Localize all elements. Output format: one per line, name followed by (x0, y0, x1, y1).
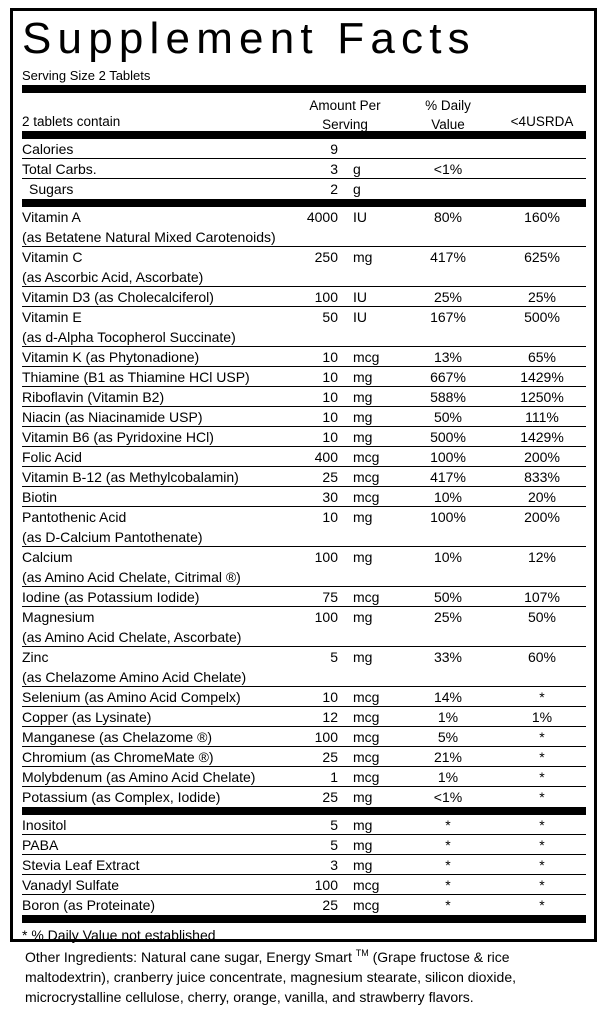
nutrient-row (22, 647, 586, 687)
serving-size: Serving Size 2 Tablets (22, 68, 151, 83)
daily-value: 21% (433, 749, 463, 765)
nutrient-name: Selenium (as Amino Acid Compelx) (22, 689, 241, 705)
nutrient-row (22, 307, 586, 347)
amount-unit: g (353, 161, 361, 177)
nutrient-row (22, 727, 586, 747)
amount-value: 3 (330, 857, 338, 873)
daily-value: 80% (433, 209, 463, 225)
daily-value: 5% (437, 729, 459, 745)
header-usrda: <4USRDA (510, 114, 574, 129)
nutrient-name: Potassium (as Complex, Iodide) (22, 789, 221, 805)
nutrient-source: (as Betatene Natural Mixed Carotenoids) (22, 229, 276, 245)
thick-divider (22, 199, 586, 207)
nutrient-source: (as Amino Acid Chelate, Citrimal ®) (22, 569, 241, 585)
nutrient-row (22, 247, 586, 287)
usrda-value: 200% (524, 509, 560, 525)
thick-divider (22, 915, 586, 923)
usrda-value: * (539, 817, 545, 833)
amount-value: 4000 (306, 209, 338, 225)
nutrient-name: Niacin (as Niacinamide USP) (22, 409, 203, 425)
daily-value: 1% (437, 709, 459, 725)
amount-value: 10 (322, 409, 338, 425)
nutrient-name: Biotin (22, 489, 58, 505)
nutrient-row (22, 447, 586, 467)
vitamins-minerals-section (22, 207, 586, 807)
nutrient-name: Copper (as Lysinate) (22, 709, 152, 725)
amount-value: 100 (314, 877, 338, 893)
daily-value: <1% (433, 789, 463, 805)
daily-value: * (445, 837, 451, 853)
amount-value: 250 (314, 249, 338, 265)
daily-value: 25% (433, 609, 463, 625)
amount-unit: mcg (353, 489, 380, 505)
macros-section (22, 139, 586, 199)
nutrient-name: Calories (22, 141, 74, 157)
usrda-value: * (539, 857, 545, 873)
nutrient-name: Chromium (as ChromeMate ®) (22, 749, 214, 765)
usrda-value: 833% (524, 469, 560, 485)
amount-value: 25 (322, 749, 338, 765)
amount-unit: IU (353, 309, 367, 325)
column-header (22, 93, 586, 131)
nutrient-name: Vitamin B-12 (as Methylcobalamin) (22, 469, 239, 485)
amount-unit: mcg (353, 769, 380, 785)
amount-value: 1 (330, 769, 338, 785)
nutrient-name: Vitamin E (22, 309, 82, 325)
amount-unit: mcg (353, 749, 380, 765)
nutrient-row (22, 367, 586, 387)
usrda-value: * (539, 769, 545, 785)
daily-value: 14% (433, 689, 463, 705)
amount-value: 10 (322, 509, 338, 525)
usrda-value: 50% (527, 609, 557, 625)
nutrient-name: Sugars (29, 181, 74, 197)
amount-unit: mg (353, 857, 373, 873)
daily-value: * (445, 857, 451, 873)
nutrient-name: Zinc (22, 649, 49, 665)
daily-value: 1% (437, 769, 459, 785)
amount-unit: mcg (353, 449, 380, 465)
nutrient-name: PABA (22, 837, 59, 853)
header-dv-line1: % Daily (425, 98, 471, 113)
usrda-value: 1429% (520, 429, 564, 445)
nutrient-row (22, 835, 586, 855)
daily-value: * (445, 877, 451, 893)
usrda-value: 1% (531, 709, 553, 725)
usrda-value: 20% (527, 489, 557, 505)
amount-unit: IU (353, 209, 367, 225)
amount-value: 400 (314, 449, 338, 465)
other-nutrients-section (22, 815, 586, 915)
nutrient-name: Inositol (22, 817, 67, 833)
daily-value: 500% (430, 429, 466, 445)
amount-value: 10 (322, 369, 338, 385)
daily-value: 25% (433, 289, 463, 305)
amount-value: 9 (330, 141, 338, 157)
amount-value: 10 (322, 349, 338, 365)
header-amount (280, 96, 410, 134)
amount-unit: mcg (353, 729, 380, 745)
nutrient-row (22, 587, 586, 607)
header-amount-line1: Amount Per (309, 98, 381, 113)
usrda-value: * (539, 837, 545, 853)
daily-value: 10% (433, 489, 463, 505)
nutrient-row (22, 487, 586, 507)
amount-value: 100 (314, 549, 338, 565)
nutrient-row (22, 787, 586, 807)
amount-unit: mg (353, 609, 373, 625)
nutrient-row (22, 815, 586, 835)
amount-unit: mg (353, 429, 373, 445)
daily-value: <1% (433, 161, 463, 177)
usrda-value: * (539, 689, 545, 705)
nutrient-source: (as Amino Acid Chelate, Ascorbate) (22, 629, 242, 645)
nutrient-row (22, 607, 586, 647)
daily-value: * (445, 897, 451, 913)
amount-unit: mg (353, 837, 373, 853)
amount-value: 12 (322, 709, 338, 725)
amount-value: 10 (322, 689, 338, 705)
daily-value: 100% (430, 509, 466, 525)
trademark-mark: TM (355, 948, 369, 958)
nutrient-source: (as Ascorbic Acid, Ascorbate) (22, 269, 204, 285)
nutrient-source: (as d-Alpha Tocopherol Succinate) (22, 329, 236, 345)
usrda-value: 625% (524, 249, 560, 265)
amount-value: 50 (322, 309, 338, 325)
usrda-value: 500% (524, 309, 560, 325)
header-contain: 2 tablets contain (22, 114, 121, 129)
footnote: * % Daily Value not established (22, 927, 216, 943)
amount-unit: mcg (353, 589, 380, 605)
nutrient-row (22, 407, 586, 427)
nutrient-row (22, 179, 586, 199)
usrda-value: 65% (527, 349, 557, 365)
amount-unit: mcg (353, 877, 380, 893)
nutrient-row (22, 347, 586, 367)
nutrient-name: Pantothenic Acid (22, 509, 127, 525)
amount-value: 25 (322, 897, 338, 913)
nutrient-row (22, 287, 586, 307)
amount-unit: mg (353, 549, 373, 565)
nutrient-row (22, 707, 586, 727)
nutrient-row (22, 547, 586, 587)
amount-unit: mcg (353, 689, 380, 705)
amount-unit: mg (353, 509, 373, 525)
amount-unit: mg (353, 389, 373, 405)
daily-value: 10% (433, 549, 463, 565)
nutrient-row (22, 159, 586, 179)
panel-title: Supplement Facts (22, 14, 476, 63)
header-dv-line2: Value (431, 117, 465, 132)
nutrient-row (22, 467, 586, 487)
nutrient-name: Vanadyl Sulfate (22, 877, 120, 893)
usrda-value: * (539, 877, 545, 893)
usrda-value: * (539, 749, 545, 765)
amount-unit: mcg (353, 709, 380, 725)
amount-unit: mcg (353, 897, 380, 913)
header-daily-value (408, 96, 488, 134)
nutrient-name: Riboflavin (Vitamin B2) (22, 389, 165, 405)
amount-value: 100 (314, 289, 338, 305)
header-amount-line2: Serving (322, 117, 368, 132)
nutrient-name: Vitamin C (22, 249, 83, 265)
amount-value: 25 (322, 469, 338, 485)
nutrient-row (22, 895, 586, 915)
nutrient-row (22, 387, 586, 407)
nutrient-name: Magnesium (22, 609, 95, 625)
usrda-value: 107% (524, 589, 560, 605)
daily-value: 100% (430, 449, 466, 465)
usrda-value: * (539, 729, 545, 745)
other-ingredients (25, 947, 545, 1007)
nutrient-source: (as D-Calcium Pantothenate) (22, 529, 203, 545)
nutrient-name: Molybdenum (as Amino Acid Chelate) (22, 769, 256, 785)
supplement-facts-panel (10, 8, 597, 942)
nutrient-name: Vitamin D3 (as Cholecalciferol) (22, 289, 214, 305)
nutrient-name: Vitamin A (22, 209, 81, 225)
daily-value: 13% (433, 349, 463, 365)
nutrient-name: Calcium (22, 549, 73, 565)
thick-divider (22, 85, 586, 93)
amount-unit: mg (353, 789, 373, 805)
amount-value: 5 (330, 837, 338, 853)
amount-value: 5 (330, 817, 338, 833)
daily-value: 588% (430, 389, 466, 405)
other-ingredients-text-rest: (Grape fructose & rice maltodextrin), cranberry juice concentrate, magnesium stearate, silicon dioxide, microcrystalline cellulose, cherry, orange, vanilla, and strawberry flavors. (25, 949, 517, 1005)
amount-value: 100 (314, 609, 338, 625)
usrda-value: 111% (525, 409, 559, 425)
nutrient-name: Thiamine (B1 as Thiamine HCl USP) (22, 369, 250, 385)
nutrient-row (22, 767, 586, 787)
amount-unit: mg (353, 409, 373, 425)
amount-unit: IU (353, 289, 367, 305)
nutrient-name: Stevia Leaf Extract (22, 857, 140, 873)
nutrient-source: (as Chelazome Amino Acid Chelate) (22, 669, 247, 685)
amount-value: 2 (330, 181, 338, 197)
nutrient-name: Boron (as Proteinate) (22, 897, 156, 913)
amount-unit: mg (353, 817, 373, 833)
nutrient-name: Total Carbs. (22, 161, 97, 177)
usrda-value: 1250% (520, 389, 564, 405)
nutrient-name: Vitamin B6 (as Pyridoxine HCl) (22, 429, 214, 445)
usrda-value: * (539, 789, 545, 805)
amount-value: 3 (330, 161, 338, 177)
daily-value: 417% (430, 249, 466, 265)
nutrient-row (22, 875, 586, 895)
usrda-value: 160% (524, 209, 560, 225)
amount-value: 10 (322, 429, 338, 445)
other-ingredients-text: Other Ingredients: Natural cane sugar, Energy Smart (25, 949, 356, 965)
nutrient-name: Iodine (as Potassium Iodide) (22, 589, 200, 605)
amount-unit: mg (353, 369, 373, 385)
amount-unit: mcg (353, 469, 380, 485)
nutrient-row (22, 855, 586, 875)
amount-unit: mg (353, 249, 373, 265)
usrda-value: 60% (527, 649, 557, 665)
nutrient-name: Folic Acid (22, 449, 82, 465)
daily-value: 167% (430, 309, 466, 325)
daily-value: 50% (433, 589, 463, 605)
amount-unit: mg (353, 649, 373, 665)
amount-unit: mcg (353, 349, 380, 365)
amount-value: 30 (322, 489, 338, 505)
amount-unit: g (353, 181, 361, 197)
usrda-value: 200% (524, 449, 560, 465)
nutrient-row (22, 207, 586, 247)
amount-value: 25 (322, 789, 338, 805)
amount-value: 5 (330, 649, 338, 665)
daily-value: 667% (430, 369, 466, 385)
nutrient-row (22, 139, 586, 159)
amount-value: 10 (322, 389, 338, 405)
nutrient-name: Vitamin K (as Phytonadione) (22, 349, 200, 365)
nutrient-row (22, 687, 586, 707)
nutrient-row (22, 427, 586, 447)
thick-divider (22, 807, 586, 815)
daily-value: 417% (430, 469, 466, 485)
amount-value: 100 (314, 729, 338, 745)
usrda-value: * (539, 897, 545, 913)
usrda-value: 1429% (520, 369, 564, 385)
nutrient-name: Manganese (as Chelazome ®) (22, 729, 213, 745)
usrda-value: 25% (527, 289, 557, 305)
daily-value: 33% (433, 649, 463, 665)
daily-value: 50% (433, 409, 463, 425)
daily-value: * (445, 817, 451, 833)
amount-value: 75 (322, 589, 338, 605)
nutrient-row (22, 747, 586, 767)
nutrient-row (22, 507, 586, 547)
usrda-value: 12% (527, 549, 557, 565)
